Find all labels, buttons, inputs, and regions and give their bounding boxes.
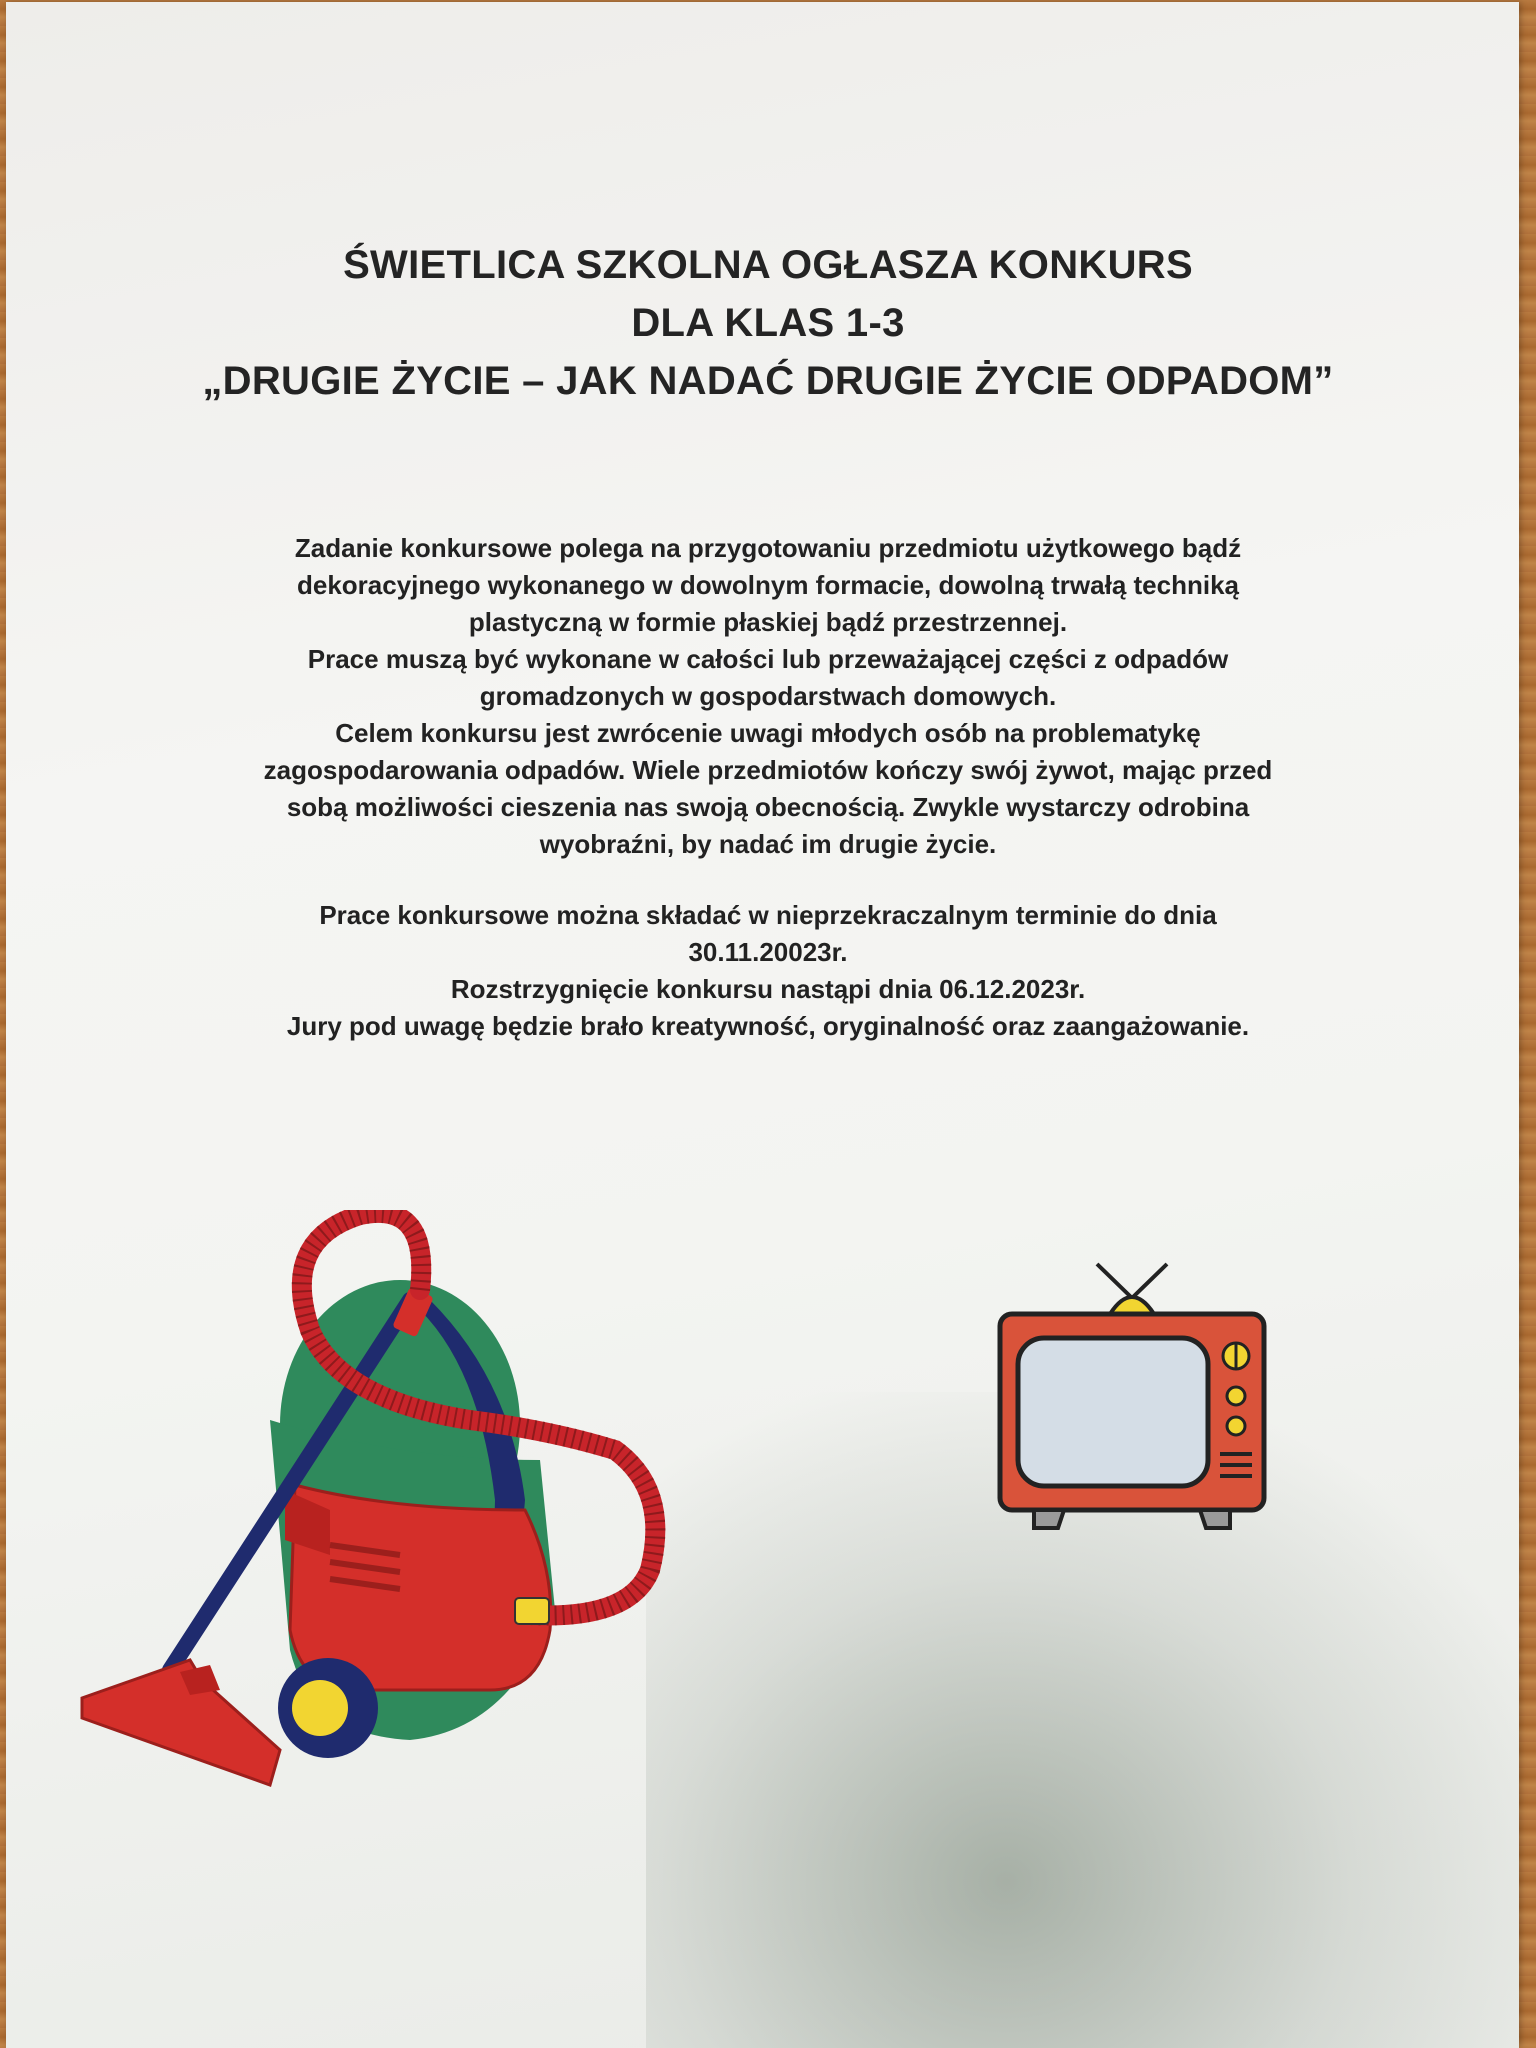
hose-connector <box>515 1598 549 1624</box>
retro-tv-icon <box>992 1260 1272 1540</box>
jury-criteria: Jury pod uwagę będzie brało kreatywność, oryginalność oraz zaangażowanie. <box>286 1011 1250 1041</box>
deadline-line: Prace konkursowe można składać w nieprzekraczalnym terminie do dnia <box>319 900 1217 930</box>
tv-leg-left <box>1034 1510 1064 1528</box>
results-date: Rozstrzygnięcie konkursu nastąpi dnia 06.12.2023r. <box>450 974 1086 1004</box>
vacuum-nozzle <box>82 1660 280 1785</box>
body-line: plastyczną w formie płaskiej bądź przestrzennej. <box>468 607 1068 637</box>
body-line: gromadzonych w gospodarstwach domowych. <box>479 681 1057 711</box>
tv-leg-right <box>1200 1510 1230 1528</box>
vacuum-cleaner-icon <box>70 1210 670 1810</box>
deadline-date: 30.11.20023r. <box>688 937 848 967</box>
tv-button <box>1227 1417 1245 1435</box>
tv-button <box>1227 1387 1245 1405</box>
poster-body <box>0 530 1536 1045</box>
tv-screen <box>1018 1338 1208 1486</box>
paragraph-spacer <box>0 863 1536 897</box>
title-line-2: DLA KLAS 1-3 <box>631 301 905 345</box>
poster-title <box>0 236 1536 410</box>
title-line-3: „DRUGIE ŻYCIE – JAK NADAĆ DRUGIE ŻYCIE ODPADOM” <box>202 359 1334 403</box>
vacuum-wheel-hub <box>292 1680 348 1736</box>
body-line: dekoracyjnego wykonanego w dowolnym formacie, dowolną trwałą techniką <box>297 570 1239 600</box>
body-line: wyobraźni, by nadać im drugie życie. <box>539 829 997 859</box>
antenna-right <box>1132 1264 1167 1298</box>
body-line: sobą możliwości cieszenia nas swoją obecnością. Zwykle wystarczy odrobina <box>286 792 1250 822</box>
antenna-base <box>1110 1297 1154 1314</box>
body-line: Zadanie konkursowe polega na przygotowaniu przedmiotu użytkowego bądź <box>294 533 1242 563</box>
body-line: zagospodarowania odpadów. Wiele przedmiotów kończy swój żywot, mając przed <box>263 755 1273 785</box>
antenna-left <box>1097 1264 1132 1298</box>
body-line: Prace muszą być wykonane w całości lub przeważającej części z odpadów <box>307 644 1229 674</box>
body-line: Celem konkursu jest zwrócenie uwagi młodych osób na problematykę <box>335 718 1201 748</box>
title-line-1: ŚWIETLICA SZKOLNA OGŁASZA KONKURS <box>343 243 1193 287</box>
